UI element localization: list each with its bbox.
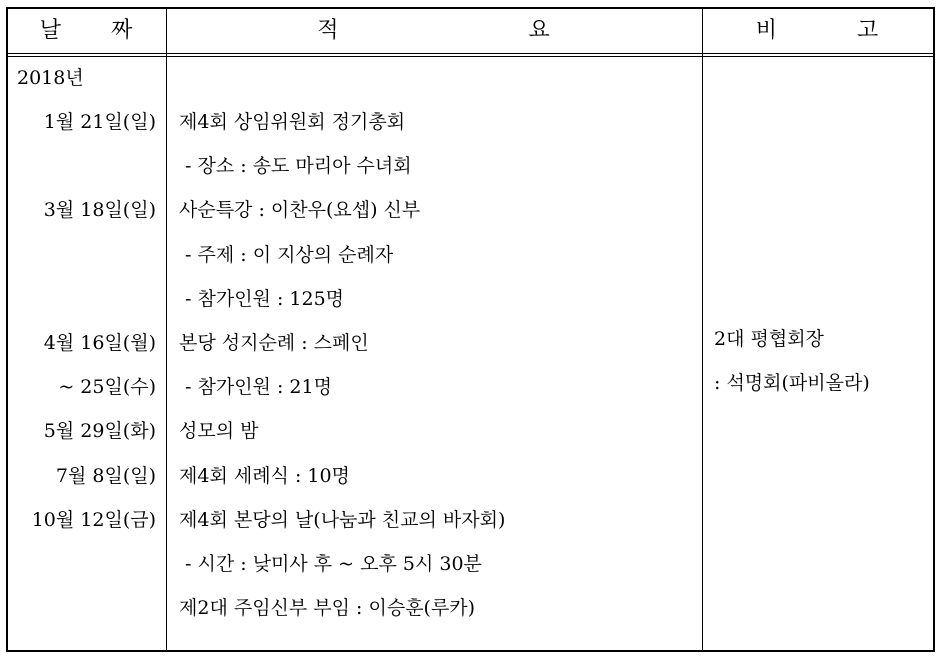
row-summary: - 참가인원 : 21명 bbox=[179, 376, 332, 398]
header-date-char-2: 짜 bbox=[111, 18, 135, 43]
header-date-char-1: 날 bbox=[39, 18, 63, 43]
row-date: 7월 8일(일) bbox=[55, 465, 156, 487]
row-date: 1월 21일(일) bbox=[43, 111, 156, 133]
row-date: 10월 12일(금) bbox=[31, 509, 156, 531]
row-summary: 성모의 밤 bbox=[179, 420, 259, 442]
row-summary: 제4회 본당의 날(나눔과 친교의 바자회) bbox=[179, 509, 506, 531]
row-date: ~ 25일(수) bbox=[58, 376, 156, 398]
header-date bbox=[8, 9, 166, 53]
header-summary-char-1: 적 bbox=[317, 18, 341, 43]
schedule-table bbox=[6, 7, 935, 652]
row-summary: - 주제 : 이 지상의 순례자 bbox=[179, 244, 394, 266]
column-divider bbox=[166, 9, 167, 650]
header-divider bbox=[8, 53, 933, 57]
header-note-char-1: 비 bbox=[755, 18, 779, 43]
header-note-char-2: 고 bbox=[857, 18, 881, 43]
row-summary: 제4회 세례식 : 10명 bbox=[179, 465, 350, 487]
row-date: 5월 29일(화) bbox=[43, 420, 156, 442]
row-summary: 제4회 상임위원회 정기총회 bbox=[179, 111, 406, 133]
row-summary: - 시간 : 낮미사 후 ~ 오후 5시 30분 bbox=[179, 553, 482, 575]
row-summary: - 장소 : 송도 마리아 수녀회 bbox=[179, 155, 412, 177]
header-note bbox=[703, 9, 933, 53]
year-label: 2018년 bbox=[17, 67, 84, 89]
column-divider bbox=[702, 9, 703, 650]
header-summary bbox=[167, 9, 702, 53]
note-line-1: 2대 평협회장 bbox=[714, 328, 824, 350]
row-date: 4월 16일(월) bbox=[43, 332, 156, 354]
note-line-2: : 석명회(파비올라) bbox=[714, 372, 870, 394]
row-summary: 사순특강 : 이찬우(요셉) 신부 bbox=[179, 199, 421, 221]
row-date: 3월 18일(일) bbox=[43, 199, 156, 221]
row-summary: 본당 성지순례 : 스페인 bbox=[179, 332, 369, 354]
header-summary-char-2: 요 bbox=[528, 18, 552, 43]
row-summary: 제2대 주임신부 부임 : 이승훈(루카) bbox=[179, 597, 476, 619]
row-summary: - 참가인원 : 125명 bbox=[179, 288, 345, 310]
